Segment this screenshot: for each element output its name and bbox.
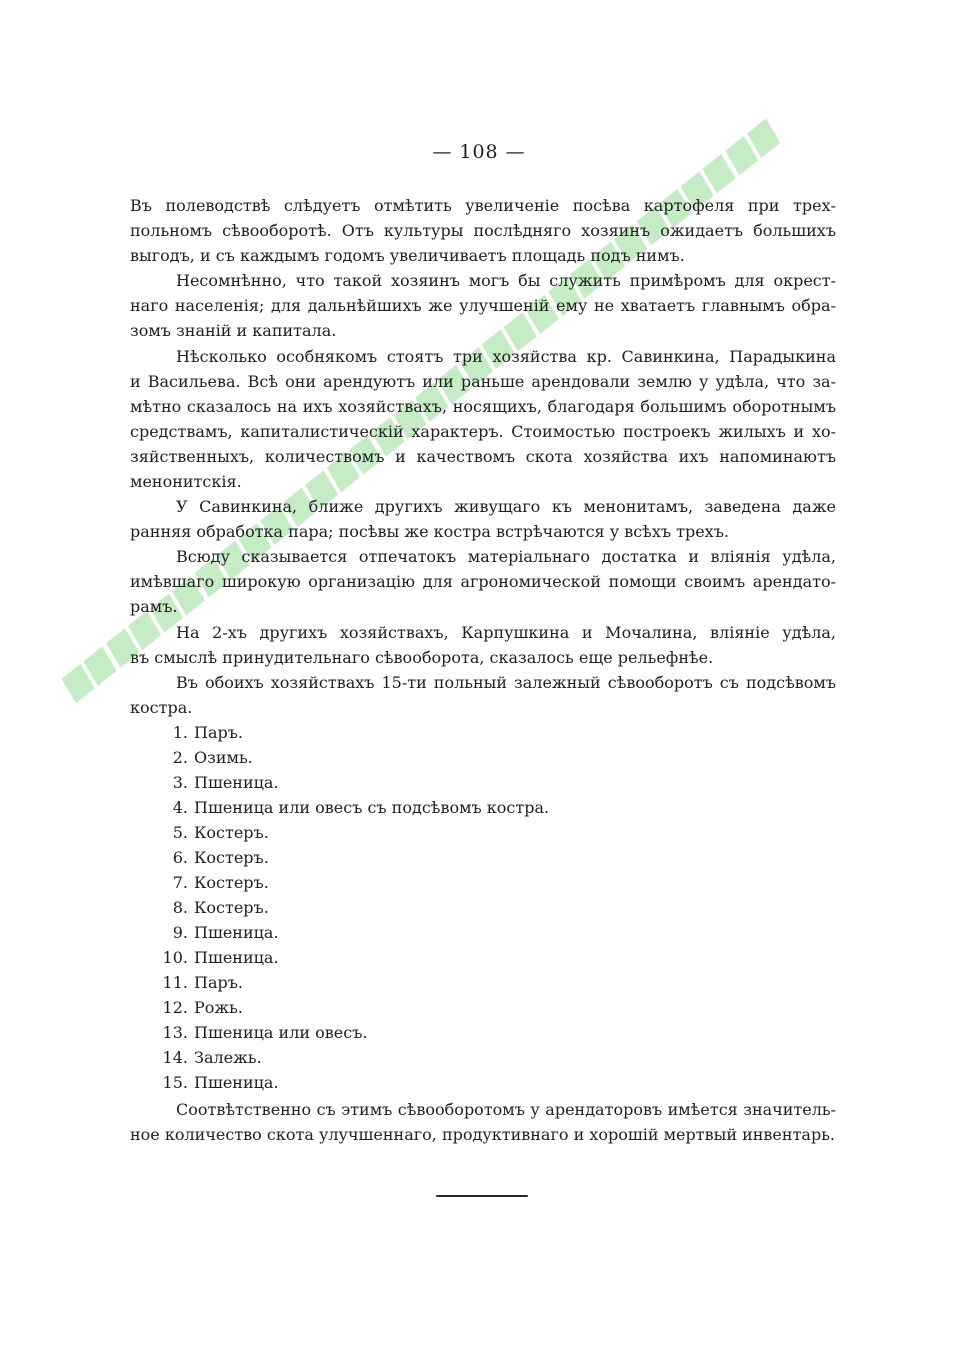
text-line: костра.: [130, 698, 193, 717]
list-item: 15. Пшеница.: [162, 1073, 279, 1092]
list-item: 4. Пшеница или овесъ съ подсѣвомъ костра.: [172, 798, 550, 817]
list-item: 11. Паръ.: [162, 973, 243, 992]
text-line: Нѣсколько особнякомъ стоятъ три хозяйства кр. Савинкина, Парадыкина: [176, 347, 836, 366]
list-item: 7. Костеръ.: [172, 873, 269, 892]
text-line: Въ полеводствѣ слѣдуетъ отмѣтить увеличеніе посѣва картофеля при трех-: [130, 196, 836, 215]
list-item: 5. Костеръ.: [172, 823, 269, 842]
text-line: На 2-хъ другихъ хозяйствахъ, Карпушкина и Мочалина, вліяніе удѣла,: [176, 623, 836, 642]
text-line: зяйственныхъ, количествомъ и качествомъ скота хозяйства ихъ напоминаютъ: [130, 447, 836, 466]
text-line: ранняя обработка пара; посѣвы же костра встрѣчаются у всѣхъ трехъ.: [130, 522, 729, 541]
text-line: въ смыслѣ принудительнаго сѣвооборота, сказалось еще рельефнѣе.: [130, 648, 714, 667]
text-line: ное количество скота улучшеннаго, продуктивнаго и хорошій мертвый инвентарь.: [130, 1125, 835, 1144]
text-line: и Васильева. Всѣ они арендуютъ или раньше арендовали землю у удѣла, что за-: [130, 372, 836, 391]
list-item: 9. Пшеница.: [172, 923, 279, 942]
text-line: У Савинкина, ближе другихъ живущаго къ менонитамъ, заведена даже: [176, 497, 836, 516]
list-item: 1. Паръ.: [172, 723, 243, 742]
text-line: Соотвѣтственно съ этимъ сѣвооборотомъ у арендаторовъ имѣется значитель-: [176, 1100, 836, 1119]
list-item: 10. Пшеница.: [162, 948, 279, 967]
page-number: — 108 —: [432, 141, 526, 163]
text-line: зомъ знаній и капитала.: [130, 321, 337, 340]
list-item: 13. Пшеница или овесъ.: [162, 1023, 368, 1042]
text-line: Въ обоихъ хозяйствахъ 15-ти польный залежный сѣвооборотъ съ подсѣвомъ: [176, 673, 836, 692]
list-item: 6. Костеръ.: [172, 848, 269, 867]
list-item: 3. Пшеница.: [172, 773, 279, 792]
list-item: 2. Озимь.: [172, 748, 253, 767]
list-item: 8. Костеръ.: [172, 898, 269, 917]
text-line: польномъ сѣвооборотѣ. Отъ культуры послѣдняго хозяинъ ожидаетъ большихъ: [130, 221, 836, 240]
text-line: рамъ.: [130, 597, 178, 616]
text-line: мѣтно сказалось на ихъ хозяйствахъ, носящихъ, благодаря большимъ оборотнымъ: [130, 397, 836, 416]
text-line: средствамъ, капиталистическій характеръ. Стоимостью построекъ жилыхъ и хо-: [130, 422, 836, 441]
text-line: Всюду сказывается отпечатокъ матеріальнаго достатка и вліянія удѣла,: [176, 547, 836, 566]
list-item: 14. Залежь.: [162, 1048, 262, 1067]
text-line: наго населенія; для дальнѣйшихъ же улучшеній ему не хватаетъ главнымъ обра-: [130, 296, 836, 315]
text-line: Несомнѣнно, что такой хозяинъ могъ бы служить примѣромъ для окрест-: [176, 271, 836, 290]
list-item: 12. Рожь.: [162, 998, 243, 1017]
text-line: имѣвшаго широкую организацію для агрономической помощи своимъ арендато-: [130, 572, 836, 591]
text-line: выгодъ, и съ каждымъ годомъ увеличиваетъ площадь подъ нимъ.: [130, 246, 685, 265]
end-rule: [436, 1195, 528, 1197]
text-line: менонитскія.: [130, 472, 242, 491]
